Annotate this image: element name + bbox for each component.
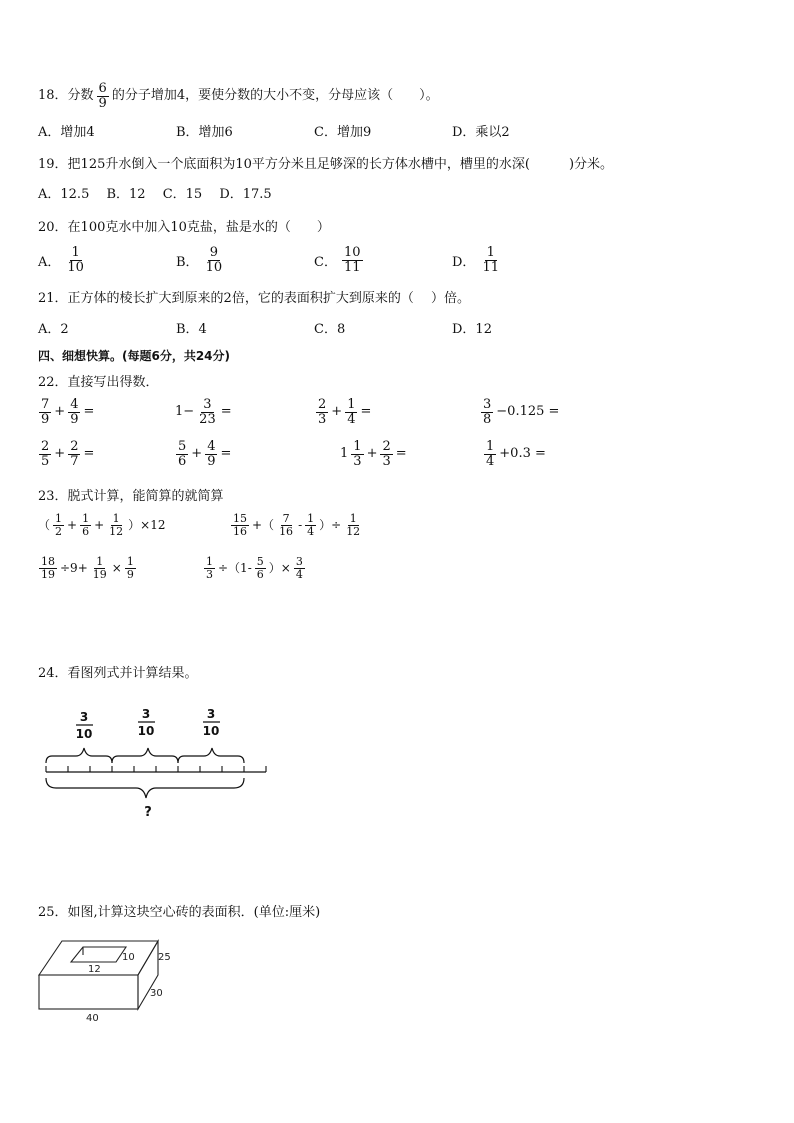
frac-num: 1 bbox=[55, 512, 63, 525]
q20-option-b[interactable] bbox=[176, 246, 225, 274]
q21-option-b[interactable]: B．4 bbox=[176, 322, 207, 337]
frac-den: 9 bbox=[126, 567, 134, 581]
q20-option-c[interactable] bbox=[314, 246, 364, 274]
q20-option-d[interactable] bbox=[452, 246, 502, 274]
frac-num: 4 bbox=[207, 439, 216, 454]
q23-expr-3 bbox=[38, 556, 137, 580]
frac-num: 1 bbox=[96, 555, 104, 568]
frac-num: 1 bbox=[82, 512, 90, 525]
brick-front-face bbox=[39, 975, 138, 1009]
frac-den: 9 bbox=[70, 411, 79, 427]
frac-den: 19 bbox=[92, 567, 107, 581]
frac-num: 1 bbox=[206, 555, 213, 568]
q23-stem: 23．脱式计算，能简算的就简算 bbox=[38, 489, 224, 504]
operator: + bbox=[331, 404, 343, 420]
brace-label-1-num: 3 bbox=[79, 710, 89, 724]
operator: + bbox=[67, 517, 78, 532]
frac-num: 3 bbox=[295, 555, 303, 568]
q21-option-c[interactable]: C．8 bbox=[314, 322, 346, 337]
q22-expr-1 bbox=[38, 398, 94, 426]
top-brace-2 bbox=[112, 748, 178, 763]
brace-label-1-den: 10 bbox=[75, 727, 93, 741]
q25-stem: 25．如图,计算这块空心砖的表面积．(单位:厘米) bbox=[38, 905, 321, 920]
frac-num: 1 bbox=[71, 245, 80, 260]
lead-term: 1− bbox=[175, 404, 195, 420]
frac-num: 3 bbox=[203, 397, 212, 412]
brace-label-2-den: 10 bbox=[137, 724, 155, 738]
fraction bbox=[68, 440, 80, 468]
operator: - bbox=[298, 517, 303, 532]
q18-option-a[interactable]: A．增加4 bbox=[38, 125, 95, 140]
fraction bbox=[380, 440, 392, 468]
q22-expr-8 bbox=[483, 440, 546, 468]
q20-option-c-label: C． bbox=[314, 254, 337, 270]
frac-num: 7 bbox=[41, 397, 50, 412]
fraction bbox=[205, 440, 217, 468]
fraction bbox=[277, 513, 295, 537]
hollow-brick-diagram bbox=[36, 935, 176, 1027]
frac-den: 9 bbox=[41, 411, 50, 427]
fraction bbox=[80, 513, 91, 537]
q21-stem: 21．正方体的棱长扩大到原来的2倍，它的表面积扩大到原来的（ ）倍。 bbox=[38, 291, 470, 306]
frac-den: 6 bbox=[256, 567, 264, 581]
operator: + bbox=[366, 446, 378, 462]
frac-num: 3 bbox=[483, 397, 492, 412]
top-brace-3 bbox=[178, 748, 244, 763]
q19-options[interactable]: A．12.5 B．12 C．15 D．17.5 bbox=[38, 187, 272, 202]
brace-label-3-num: 3 bbox=[206, 707, 216, 721]
frac-num: 10 bbox=[343, 245, 361, 260]
frac-den: 6 bbox=[82, 524, 90, 538]
equals: = bbox=[83, 446, 95, 462]
fraction bbox=[68, 398, 80, 426]
question-mark: ? bbox=[144, 805, 152, 820]
label-height: 25 bbox=[158, 952, 171, 963]
label-width: 30 bbox=[150, 988, 163, 999]
frac-num: 1 bbox=[486, 439, 495, 454]
frac-den: 10 bbox=[205, 259, 223, 275]
q20-option-d-fraction bbox=[480, 246, 501, 274]
operator: + bbox=[54, 446, 66, 462]
tick-marks bbox=[46, 766, 266, 772]
bottom-brace bbox=[46, 778, 244, 798]
q20-option-a-label: A． bbox=[38, 254, 61, 270]
q22-expr-3 bbox=[315, 398, 371, 426]
q21-option-a[interactable]: A．2 bbox=[38, 322, 69, 337]
frac-den: 3 bbox=[206, 567, 213, 581]
frac-den: 10 bbox=[67, 259, 84, 275]
top-brace-1 bbox=[46, 748, 112, 763]
frac-den: 12 bbox=[346, 524, 361, 538]
q20-option-a-fraction bbox=[65, 246, 86, 274]
q20-option-c-fraction bbox=[342, 246, 363, 274]
frac-num: 15 bbox=[233, 512, 247, 525]
frac-num: 1 bbox=[486, 245, 495, 260]
frac-den: 6 bbox=[178, 453, 187, 469]
frac-num: 1 bbox=[126, 555, 134, 568]
q20-option-a[interactable] bbox=[38, 246, 87, 274]
frac-den: 8 bbox=[483, 411, 492, 427]
fraction bbox=[344, 513, 362, 537]
paren-open: （ bbox=[38, 517, 51, 532]
label-hole-width: 12 bbox=[88, 964, 101, 975]
operator: ）÷ bbox=[319, 517, 342, 532]
frac-num: 1 bbox=[307, 512, 315, 525]
frac-num: 5 bbox=[178, 439, 187, 454]
q22-expr-5 bbox=[38, 440, 94, 468]
operator: + bbox=[94, 517, 105, 532]
operator: +（ bbox=[252, 517, 275, 532]
frac-den: 11 bbox=[482, 259, 499, 275]
frac-num: 4 bbox=[70, 397, 79, 412]
q22-expr-6 bbox=[175, 440, 231, 468]
equals: = bbox=[220, 404, 232, 420]
q20-option-b-label: B． bbox=[176, 254, 199, 270]
operator: + bbox=[191, 446, 203, 462]
number-line-diagram bbox=[38, 700, 278, 825]
q19-stem: 19．把125升水倒入一个底面积为10平方分米且足够深的长方体水槽中，槽里的水深( )分米。 bbox=[38, 157, 614, 172]
operator: ）× bbox=[268, 560, 291, 575]
frac-num: 2 bbox=[318, 397, 327, 412]
fraction bbox=[484, 440, 496, 468]
q18-option-c[interactable]: C．增加9 bbox=[314, 125, 372, 140]
q22-expr-2 bbox=[175, 398, 232, 426]
q21-option-d[interactable]: D．12 bbox=[452, 322, 492, 337]
fraction bbox=[197, 398, 218, 426]
frac-num: 2 bbox=[70, 439, 79, 454]
q20-option-d-label: D． bbox=[452, 254, 476, 270]
frac-den: 7 bbox=[70, 453, 79, 469]
equals: −0.125 = bbox=[496, 404, 560, 420]
frac-num: 7 bbox=[282, 512, 290, 525]
operator: ÷（1- bbox=[218, 560, 252, 575]
frac-num: 9 bbox=[209, 245, 218, 260]
frac-den: 3 bbox=[353, 453, 362, 469]
frac-num: 2 bbox=[41, 439, 50, 454]
frac-den: 4 bbox=[347, 411, 356, 427]
q18-suffix: 的分子增加4，要使分数的大小不变，分母应该（ ）。 bbox=[111, 88, 439, 104]
q20-stem: 20．在100克水中加入10克盐，盐是水的（ ） bbox=[38, 220, 330, 235]
brace-label-3-den: 10 bbox=[202, 724, 220, 738]
frac-den: 11 bbox=[343, 259, 361, 275]
fraction bbox=[53, 513, 64, 537]
fraction bbox=[255, 556, 266, 580]
fraction bbox=[316, 398, 328, 426]
whole-number: 1 bbox=[340, 446, 349, 462]
fraction bbox=[345, 398, 357, 426]
q24-stem: 24．看图列式并计算结果。 bbox=[38, 666, 198, 681]
q22-expr-4 bbox=[480, 398, 559, 426]
label-length: 40 bbox=[86, 1013, 99, 1024]
fraction bbox=[305, 513, 316, 537]
q23-expr-1 bbox=[38, 513, 165, 537]
q23-expr-2 bbox=[230, 513, 363, 537]
q18-option-b[interactable]: B．增加6 bbox=[176, 125, 233, 140]
fraction bbox=[351, 440, 363, 468]
fraction bbox=[481, 398, 493, 426]
fraction bbox=[176, 440, 188, 468]
frac-den: 12 bbox=[109, 524, 124, 538]
frac-den: 23 bbox=[199, 411, 216, 427]
frac-den: 16 bbox=[233, 524, 247, 538]
frac-den: 4 bbox=[486, 453, 495, 469]
equals: +0.3 = bbox=[499, 446, 546, 462]
operator: ÷9+ bbox=[60, 560, 88, 575]
frac-den: 5 bbox=[41, 453, 50, 469]
fraction bbox=[125, 556, 136, 580]
operator: × bbox=[111, 560, 122, 575]
frac-num: 1 bbox=[349, 512, 357, 525]
q18-fraction bbox=[97, 82, 109, 110]
equals: = bbox=[220, 446, 232, 462]
frac-den: 3 bbox=[382, 453, 391, 469]
fraction bbox=[39, 556, 57, 580]
frac-den: 2 bbox=[55, 524, 63, 538]
frac-num: 18 bbox=[41, 555, 55, 568]
q18-frac-num: 6 bbox=[98, 81, 107, 96]
frac-num: 5 bbox=[256, 555, 264, 568]
q18-option-d[interactable]: D．乘以2 bbox=[452, 125, 510, 140]
fraction bbox=[107, 513, 125, 537]
frac-den: 3 bbox=[318, 411, 327, 427]
brick-hole bbox=[71, 947, 126, 962]
frac-den: 9 bbox=[207, 453, 216, 469]
fraction bbox=[39, 440, 51, 468]
frac-den: 4 bbox=[307, 524, 315, 538]
frac-num: 2 bbox=[382, 439, 391, 454]
frac-num: 1 bbox=[112, 512, 120, 525]
operator: + bbox=[54, 404, 66, 420]
q18-stem bbox=[38, 82, 439, 110]
q18-prefix: 18．分数 bbox=[38, 88, 94, 104]
equals: = bbox=[395, 446, 407, 462]
fraction bbox=[39, 398, 51, 426]
fraction bbox=[204, 556, 215, 580]
equals: = bbox=[360, 404, 372, 420]
label-hole-depth: 10 bbox=[122, 952, 135, 963]
brace-label-2-num: 3 bbox=[141, 707, 151, 721]
q18-frac-den: 9 bbox=[98, 95, 107, 111]
frac-num: 1 bbox=[347, 397, 356, 412]
fraction bbox=[231, 513, 249, 537]
q22-expr-7 bbox=[340, 440, 407, 468]
section-4-title: 四、细想快算。(每题6分，共24分) bbox=[38, 349, 231, 363]
paren-close: ）×12 bbox=[128, 517, 166, 532]
equals: = bbox=[83, 404, 95, 420]
q23-expr-4 bbox=[203, 556, 306, 580]
q22-stem: 22．直接写出得数． bbox=[38, 375, 159, 390]
frac-den: 4 bbox=[295, 567, 303, 581]
fraction bbox=[294, 556, 305, 580]
frac-den: 16 bbox=[279, 524, 294, 538]
fraction bbox=[91, 556, 109, 580]
frac-den: 19 bbox=[41, 567, 55, 581]
frac-num: 1 bbox=[353, 439, 362, 454]
q20-option-b-fraction bbox=[204, 246, 225, 274]
